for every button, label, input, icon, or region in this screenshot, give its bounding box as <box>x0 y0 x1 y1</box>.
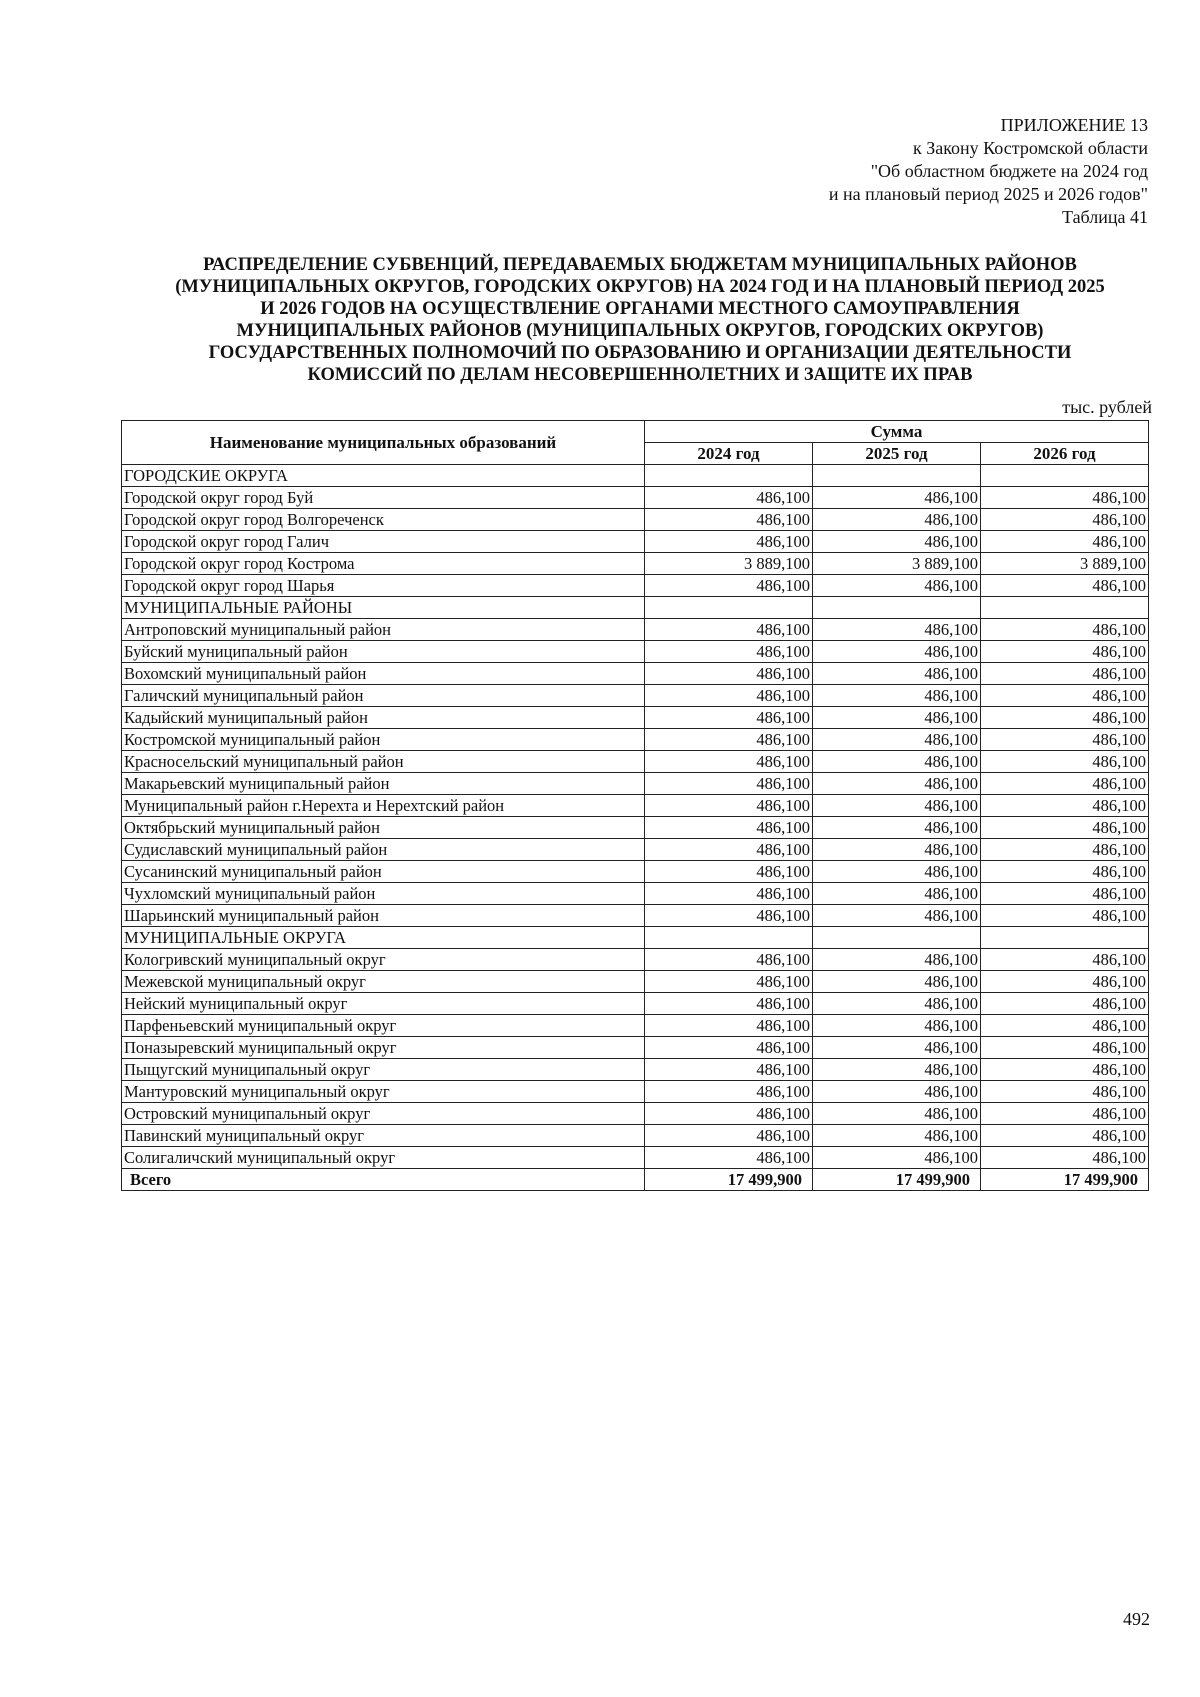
value-2024: 486,100 <box>645 685 813 707</box>
municipality-name: Кадыйский муниципальный район <box>122 707 645 729</box>
municipality-name: Антроповский муниципальный район <box>122 619 645 641</box>
page-number: 492 <box>1123 1609 1150 1629</box>
value-2026: 486,100 <box>981 1059 1149 1081</box>
value-2026: 486,100 <box>981 971 1149 993</box>
table-row <box>122 1059 1149 1081</box>
value-2025: 486,100 <box>813 1015 981 1037</box>
column-header-2026: 2026 год <box>981 443 1149 465</box>
value-2025: 486,100 <box>813 751 981 773</box>
value-2025 <box>813 927 981 949</box>
value-2025: 486,100 <box>813 883 981 905</box>
table-row <box>122 883 1149 905</box>
value-2025: 3 889,100 <box>813 553 981 575</box>
value-2026: 486,100 <box>981 1037 1149 1059</box>
value-2025: 486,100 <box>813 817 981 839</box>
value-2025: 486,100 <box>813 795 981 817</box>
value-2024: 486,100 <box>645 751 813 773</box>
value-2026: 3 889,100 <box>981 553 1149 575</box>
total-2026: 17 499,900 <box>981 1169 1149 1191</box>
value-2026: 486,100 <box>981 861 1149 883</box>
value-2025: 486,100 <box>813 773 981 795</box>
table-row <box>122 641 1149 663</box>
table-row <box>122 1015 1149 1037</box>
document-title <box>120 254 1160 386</box>
header-line: "Об областном бюджете на 2024 год <box>870 161 1148 181</box>
header-line: ПРИЛОЖЕНИЕ 13 <box>1000 115 1148 135</box>
table-row <box>122 1125 1149 1147</box>
municipality-name: Судиславский муниципальный район <box>122 839 645 861</box>
value-2024: 486,100 <box>645 575 813 597</box>
value-2026 <box>981 465 1149 487</box>
title-line: (МУНИЦИПАЛЬНЫХ ОКРУГОВ, ГОРОДСКИХ ОКРУГОВ) НА 2024 ГОД И НА ПЛАНОВЫЙ ПЕРИОД 2025 <box>175 277 1105 297</box>
table-row <box>122 773 1149 795</box>
value-2025 <box>813 597 981 619</box>
title-line: КОМИССИЙ ПО ДЕЛАМ НЕСОВЕРШЕННОЛЕТНИХ И ЗАЩИТЕ ИХ ПРАВ <box>307 365 973 385</box>
title-line: РАСПРЕДЕЛЕНИЕ СУБВЕНЦИЙ, ПЕРЕДАВАЕМЫХ БЮДЖЕТАМ МУНИЦИПАЛЬНЫХ РАЙОНОВ <box>203 255 1077 275</box>
municipality-name: Шарьинский муниципальный район <box>122 905 645 927</box>
value-2026: 486,100 <box>981 707 1149 729</box>
municipality-name: Межевской муниципальный округ <box>122 971 645 993</box>
value-2025: 486,100 <box>813 531 981 553</box>
municipality-name: Городской округ город Галич <box>122 531 645 553</box>
table-row <box>122 663 1149 685</box>
value-2026 <box>981 597 1149 619</box>
value-2025: 486,100 <box>813 949 981 971</box>
value-2026: 486,100 <box>981 487 1149 509</box>
units-label: тыс. рублей <box>1062 397 1152 417</box>
value-2025: 486,100 <box>813 1147 981 1169</box>
table-row <box>122 465 1149 487</box>
value-2025: 486,100 <box>813 487 981 509</box>
municipality-name: Сусанинский муниципальный район <box>122 861 645 883</box>
table-row <box>122 729 1149 751</box>
table-row <box>122 751 1149 773</box>
table-row <box>122 949 1149 971</box>
value-2024: 486,100 <box>645 1125 813 1147</box>
header-line: Таблица 41 <box>1062 207 1148 227</box>
title-line: МУНИЦИПАЛЬНЫХ РАЙОНОВ (МУНИЦИПАЛЬНЫХ ОКРУГОВ, ГОРОДСКИХ ОКРУГОВ) <box>236 321 1044 341</box>
value-2024: 486,100 <box>645 795 813 817</box>
table-row <box>122 839 1149 861</box>
table-row <box>122 817 1149 839</box>
value-2025: 486,100 <box>813 641 981 663</box>
municipality-name: Красносельский муниципальный район <box>122 751 645 773</box>
value-2025: 486,100 <box>813 993 981 1015</box>
column-header-2024: 2024 год <box>645 443 813 465</box>
value-2024: 486,100 <box>645 817 813 839</box>
value-2026: 486,100 <box>981 751 1149 773</box>
value-2026: 486,100 <box>981 795 1149 817</box>
value-2024: 486,100 <box>645 663 813 685</box>
value-2026: 486,100 <box>981 1103 1149 1125</box>
table-row <box>122 487 1149 509</box>
value-2026: 486,100 <box>981 1081 1149 1103</box>
value-2024: 486,100 <box>645 1037 813 1059</box>
title-line: И 2026 ГОДОВ НА ОСУЩЕСТВЛЕНИЕ ОРГАНАМИ МЕСТНОГО САМОУПРАВЛЕНИЯ <box>260 299 1020 319</box>
municipality-name: Мантуровский муниципальный округ <box>122 1081 645 1103</box>
value-2024: 486,100 <box>645 883 813 905</box>
table-row <box>122 927 1149 949</box>
municipality-name: Буйский муниципальный район <box>122 641 645 663</box>
value-2024: 3 889,100 <box>645 553 813 575</box>
municipality-name: Поназыревский муниципальный округ <box>122 1037 645 1059</box>
value-2024: 486,100 <box>645 487 813 509</box>
header-line: и на плановый период 2025 и 2026 годов" <box>828 184 1148 204</box>
table-row <box>122 1081 1149 1103</box>
value-2024: 486,100 <box>645 839 813 861</box>
value-2026: 486,100 <box>981 839 1149 861</box>
value-2024 <box>645 465 813 487</box>
value-2025: 486,100 <box>813 1125 981 1147</box>
table-row <box>122 905 1149 927</box>
value-2026 <box>981 927 1149 949</box>
municipality-name: Городской округ город Буй <box>122 487 645 509</box>
value-2024: 486,100 <box>645 1147 813 1169</box>
value-2026: 486,100 <box>981 685 1149 707</box>
value-2025: 486,100 <box>813 663 981 685</box>
total-2025: 17 499,900 <box>813 1169 981 1191</box>
value-2025: 486,100 <box>813 971 981 993</box>
table-row <box>122 531 1149 553</box>
value-2024: 486,100 <box>645 773 813 795</box>
column-header-sum: Сумма <box>645 421 1149 443</box>
table-row <box>122 707 1149 729</box>
value-2024: 486,100 <box>645 971 813 993</box>
value-2024: 486,100 <box>645 619 813 641</box>
value-2025: 486,100 <box>813 685 981 707</box>
value-2025: 486,100 <box>813 707 981 729</box>
value-2024: 486,100 <box>645 993 813 1015</box>
municipality-name: Макарьевский муниципальный район <box>122 773 645 795</box>
value-2026: 486,100 <box>981 817 1149 839</box>
municipality-name: Галичский муниципальный район <box>122 685 645 707</box>
value-2026: 486,100 <box>981 509 1149 531</box>
value-2025: 486,100 <box>813 575 981 597</box>
table-row <box>122 619 1149 641</box>
value-2024: 486,100 <box>645 1081 813 1103</box>
value-2026: 486,100 <box>981 773 1149 795</box>
table-row <box>122 553 1149 575</box>
value-2024: 486,100 <box>645 729 813 751</box>
municipality-name: МУНИЦИПАЛЬНЫЕ ОКРУГА <box>122 927 645 949</box>
value-2024: 486,100 <box>645 509 813 531</box>
municipality-name: Октябрьский муниципальный район <box>122 817 645 839</box>
table-row <box>122 575 1149 597</box>
value-2026: 486,100 <box>981 993 1149 1015</box>
table-row <box>122 1037 1149 1059</box>
column-header-name: Наименование муниципальных образований <box>122 421 645 465</box>
table-header-row <box>122 421 1149 443</box>
table-row <box>122 971 1149 993</box>
value-2025: 486,100 <box>813 1059 981 1081</box>
municipality-name: МУНИЦИПАЛЬНЫЕ РАЙОНЫ <box>122 597 645 619</box>
value-2026: 486,100 <box>981 1015 1149 1037</box>
table-row <box>122 993 1149 1015</box>
value-2025: 486,100 <box>813 729 981 751</box>
value-2026: 486,100 <box>981 729 1149 751</box>
municipality-name: Солигаличский муниципальный округ <box>122 1147 645 1169</box>
value-2024: 486,100 <box>645 1015 813 1037</box>
municipality-name: Вохомский муниципальный район <box>122 663 645 685</box>
value-2026: 486,100 <box>981 1125 1149 1147</box>
value-2024: 486,100 <box>645 531 813 553</box>
municipality-name: ГОРОДСКИЕ ОКРУГА <box>122 465 645 487</box>
municipality-name: Павинский муниципальный округ <box>122 1125 645 1147</box>
table-row <box>122 509 1149 531</box>
value-2024: 486,100 <box>645 905 813 927</box>
subvention-table <box>121 420 1149 1191</box>
municipality-name: Городской округ город Шарья <box>122 575 645 597</box>
value-2026: 486,100 <box>981 619 1149 641</box>
appendix-header <box>829 114 1148 229</box>
title-line: ГОСУДАРСТВЕННЫХ ПОЛНОМОЧИЙ ПО ОБРАЗОВАНИЮ И ОРГАНИЗАЦИИ ДЕЯТЕЛЬНОСТИ <box>208 343 1072 363</box>
value-2026: 486,100 <box>981 641 1149 663</box>
value-2025: 486,100 <box>813 861 981 883</box>
municipality-name: Городской округ город Кострома <box>122 553 645 575</box>
municipality-name: Костромской муниципальный район <box>122 729 645 751</box>
value-2025: 486,100 <box>813 839 981 861</box>
total-2024: 17 499,900 <box>645 1169 813 1191</box>
value-2026: 486,100 <box>981 663 1149 685</box>
table-row <box>122 685 1149 707</box>
value-2025: 486,100 <box>813 905 981 927</box>
municipality-name: Пыщугский муниципальный округ <box>122 1059 645 1081</box>
value-2025: 486,100 <box>813 619 981 641</box>
header-line: к Закону Костромской области <box>912 138 1148 158</box>
value-2026: 486,100 <box>981 531 1149 553</box>
column-header-2025: 2025 год <box>813 443 981 465</box>
value-2024: 486,100 <box>645 949 813 971</box>
value-2025: 486,100 <box>813 1081 981 1103</box>
value-2024: 486,100 <box>645 641 813 663</box>
total-row <box>122 1169 1149 1191</box>
municipality-name: Городской округ город Волгореченск <box>122 509 645 531</box>
municipality-name: Чухломский муниципальный район <box>122 883 645 905</box>
municipality-name: Кологривский муниципальный округ <box>122 949 645 971</box>
value-2026: 486,100 <box>981 1147 1149 1169</box>
table-row <box>122 1147 1149 1169</box>
municipality-name: Нейский муниципальный округ <box>122 993 645 1015</box>
table-body <box>122 465 1149 1191</box>
total-label: Всего <box>122 1169 645 1191</box>
value-2026: 486,100 <box>981 575 1149 597</box>
table-row <box>122 795 1149 817</box>
value-2025 <box>813 465 981 487</box>
value-2026: 486,100 <box>981 949 1149 971</box>
value-2025: 486,100 <box>813 1103 981 1125</box>
municipality-name: Муниципальный район г.Нерехта и Нерехтский район <box>122 795 645 817</box>
value-2026: 486,100 <box>981 883 1149 905</box>
value-2024: 486,100 <box>645 707 813 729</box>
value-2024: 486,100 <box>645 1059 813 1081</box>
value-2026: 486,100 <box>981 905 1149 927</box>
municipality-name: Парфеньевский муниципальный округ <box>122 1015 645 1037</box>
value-2025: 486,100 <box>813 1037 981 1059</box>
table-row <box>122 1103 1149 1125</box>
value-2024 <box>645 927 813 949</box>
value-2024 <box>645 597 813 619</box>
municipality-name: Островский муниципальный округ <box>122 1103 645 1125</box>
value-2024: 486,100 <box>645 1103 813 1125</box>
table-row <box>122 597 1149 619</box>
value-2025: 486,100 <box>813 509 981 531</box>
value-2024: 486,100 <box>645 861 813 883</box>
table-row <box>122 861 1149 883</box>
